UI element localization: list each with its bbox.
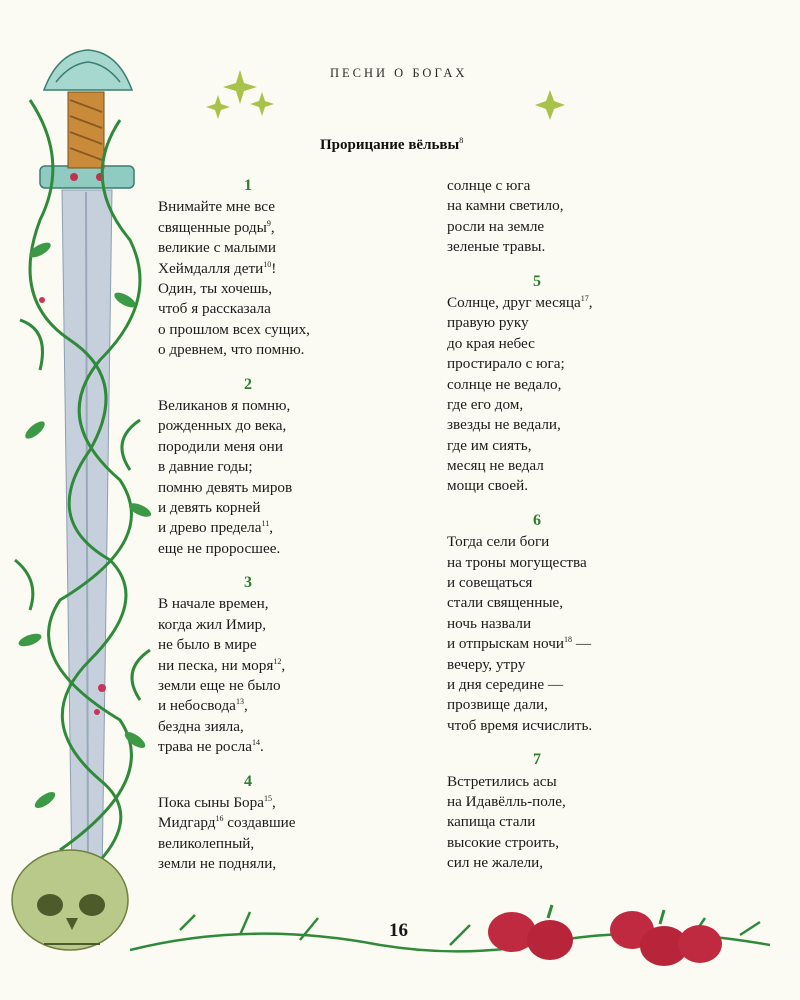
verse-line: великолепный,: [158, 834, 255, 852]
verse-line: где его дом,: [447, 395, 524, 413]
footnote-marker: 16: [215, 814, 224, 824]
verse-line: земли не подняли,: [158, 855, 277, 873]
verse-line: росли на земле: [447, 217, 545, 235]
footnote-marker: 12: [273, 656, 282, 666]
running-head: ПЕСНИ О БОГАХ: [330, 66, 468, 80]
verse-line: земли еще не было: [158, 677, 281, 695]
stanza: [158, 573, 388, 758]
verse-line: Солнце, друг месяца$^{17}$,: [447, 293, 593, 311]
verse-line: высокие строить,: [447, 833, 559, 851]
stanza-number: 6: [533, 511, 541, 529]
verse-line: и отпрыскам ночи$^{18}$ —: [447, 635, 591, 653]
stanza: [447, 511, 677, 736]
verse-line: на троны могущества: [447, 553, 587, 571]
verse-line: рожденных до века,: [158, 417, 287, 435]
verse-line: ни песка, ни моря$^{12}$,: [158, 656, 286, 674]
verse-line: и совещаться: [447, 574, 533, 592]
verse-line: великие с малыми: [158, 239, 277, 257]
verse-line: и дня середине —: [447, 676, 564, 694]
footnote-marker: 13: [235, 697, 244, 707]
verse-line: Мидгард$^{16}$ создавшие: [158, 814, 296, 832]
footnote-marker: 14: [251, 738, 260, 748]
stanza-number: 1: [244, 177, 252, 194]
verse-line: и небосвода$^{13}$,: [158, 697, 248, 715]
page-number: 16: [389, 920, 408, 941]
verse-line: Один, ты хочешь,: [158, 279, 272, 297]
verse-line: Великанов я помню,: [158, 396, 291, 414]
right-column: [447, 176, 677, 888]
footnote-marker: 10: [263, 259, 272, 269]
verse-line: мощи своей.: [447, 477, 529, 495]
stanza-number: 2: [244, 375, 252, 393]
verse-line: чтоб время исчислить.: [447, 716, 593, 734]
footnote-marker: 15: [263, 793, 272, 803]
stanza: [158, 176, 388, 361]
footnote-marker: 8: [459, 136, 464, 145]
verse-line: капища стали: [447, 813, 536, 831]
footnote-marker: 9: [266, 218, 271, 228]
verse-line: о древнем, что помню.: [158, 341, 305, 359]
verse-line: не было в мире: [158, 636, 257, 654]
verse-line: на камни светило,: [447, 197, 564, 215]
stanza-number: 3: [244, 574, 252, 592]
verse-line: правую руку: [447, 314, 529, 332]
verse-line: на Идавёлль-поле,: [447, 792, 566, 810]
verse-line: Встретились асы: [447, 772, 557, 790]
verse-line: прозвище дали,: [447, 696, 548, 714]
verse-line: стали священные,: [447, 594, 564, 612]
footnote-marker: 18: [564, 635, 573, 645]
poem-title: Прорицание вёльвы$^8$: [320, 136, 464, 153]
verse-line: о прошлом всех сущих,: [158, 320, 310, 338]
verse-line: бездна зияла,: [158, 717, 244, 735]
verse-line: Внимайте мне все: [158, 198, 275, 216]
footnote-marker: 17: [580, 293, 589, 303]
verse-line: солнце не ведало,: [447, 375, 562, 393]
verse-line: где им сиять,: [447, 436, 532, 454]
verse-line: в давние годы;: [158, 458, 253, 476]
verse-line: зеленые травы.: [447, 238, 546, 256]
verse-line: чтоб я рассказала: [158, 300, 271, 318]
verse-line: солнце с юга: [447, 177, 531, 194]
verse-line: когда жил Имир,: [158, 615, 267, 633]
verse-line: ночь назвали: [447, 614, 532, 632]
verse-line: Хеймдалля дети$^{10}$!: [158, 259, 277, 277]
stanza: [447, 750, 677, 873]
verse-line: породили меня они: [158, 437, 283, 455]
skull-illustration: [12, 850, 128, 950]
verse-line: звезды не ведали,: [447, 416, 561, 434]
stanza-number: 5: [533, 272, 541, 290]
verse-line: Тогда сели боги: [447, 533, 550, 551]
verse-line: простирало с юга;: [447, 355, 565, 373]
left-column: [158, 176, 388, 889]
footnote-marker: 11: [261, 519, 270, 529]
verse-line: до края небес: [447, 334, 535, 352]
verse-line: вечеру, утру: [447, 655, 526, 673]
verse-line: месяц не ведал: [447, 457, 544, 475]
verse-line: священные роды$^9$,: [158, 218, 275, 236]
verse-line: помню девять миров: [158, 478, 293, 496]
verse-line: и древо предела$^{11}$,: [158, 519, 273, 537]
verse-line: сил не жалели,: [447, 854, 544, 872]
stanza-number: 7: [533, 751, 541, 769]
verse-line: Пока сыны Бора$^{15}$,: [158, 793, 276, 811]
stanza: [447, 176, 677, 258]
verse-line: и девять корней: [158, 498, 261, 516]
stanza: [158, 772, 388, 875]
stanza-number: 4: [244, 772, 252, 790]
verse-line: трава не росла$^{14}$.: [158, 738, 264, 756]
verse-line: еще не проросшее.: [158, 539, 281, 557]
verse-line: В начале времен,: [158, 595, 269, 613]
stanza: [447, 272, 677, 497]
stanza: [158, 375, 388, 560]
